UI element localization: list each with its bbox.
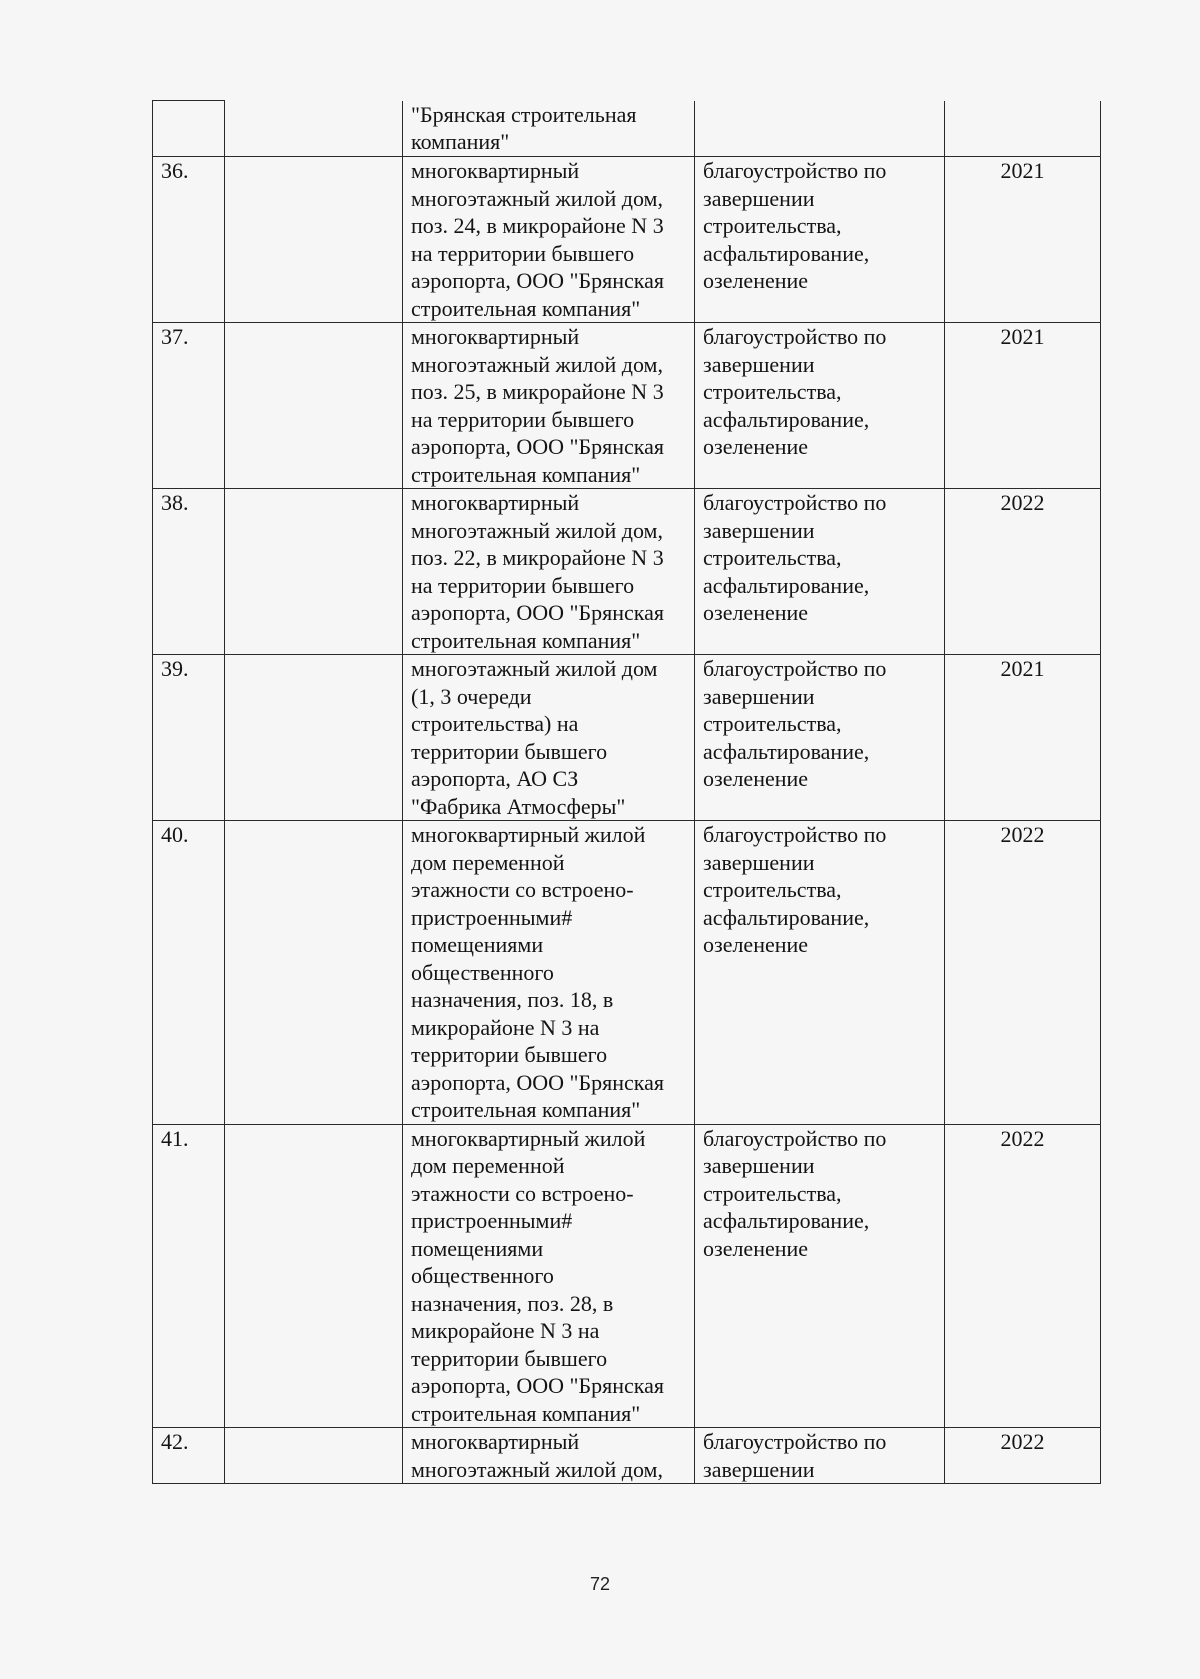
object-description-cell: многоэтажный жилой дом (1, 3 очереди строительства) на территории бывшего аэропорта, АО СЗ "Фабрика Атмосферы" <box>403 655 695 821</box>
row-empty-cell <box>225 101 403 157</box>
object-description-cell: многоквартирный многоэтажный жилой дом, поз. 24, в микрорайоне N 3 на территории бывшего аэропорта, ООО "Брянская строительная компания" <box>403 157 695 323</box>
object-description-cell: многоквартирный многоэтажный жилой дом, поз. 25, в микрорайоне N 3 на территории бывшего аэропорта, ООО "Брянская строительная компания" <box>403 323 695 489</box>
work-description-cell: благоустройство по завершении строительства, асфальтирование, озеленение <box>695 1124 945 1428</box>
work-description-cell: благоустройство по завершении строительства, асфальтирование, озеленение <box>695 489 945 655</box>
row-empty-cell <box>225 1124 403 1428</box>
work-description-cell <box>695 101 945 157</box>
table-body <box>153 101 1101 1484</box>
table-row <box>153 101 1101 157</box>
table-row <box>153 1124 1101 1428</box>
work-description-cell: благоустройство по завершении строительства, асфальтирование, озеленение <box>695 323 945 489</box>
year-cell: 2022 <box>945 1428 1101 1484</box>
row-empty-cell <box>225 323 403 489</box>
row-empty-cell <box>225 655 403 821</box>
row-number-cell: 40. <box>153 821 225 1125</box>
row-number-cell: 39. <box>153 655 225 821</box>
year-cell: 2022 <box>945 489 1101 655</box>
year-cell: 2022 <box>945 1124 1101 1428</box>
table-row <box>153 489 1101 655</box>
work-description-cell: благоустройство по завершении строительства, асфальтирование, озеленение <box>695 157 945 323</box>
row-number-cell: 36. <box>153 157 225 323</box>
object-description-cell: многоквартирный многоэтажный жилой дом, <box>403 1428 695 1484</box>
object-description-cell: "Брянская строительная компания" <box>403 101 695 157</box>
year-cell: 2021 <box>945 655 1101 821</box>
year-cell: 2021 <box>945 157 1101 323</box>
row-number-cell: 41. <box>153 1124 225 1428</box>
row-number-cell: 42. <box>153 1428 225 1484</box>
object-description-cell: многоквартирный жилой дом переменной этажности со встроено- пристроенными# помещениями общественного назначения, поз. 28, в микрорайоне N 3 на территории бывшего аэропорта, ООО "Брянская строительная компания" <box>403 1124 695 1428</box>
year-cell: 2021 <box>945 323 1101 489</box>
row-number-cell: 38. <box>153 489 225 655</box>
row-empty-cell <box>225 1428 403 1484</box>
object-description-cell: многоквартирный жилой дом переменной этажности со встроено- пристроенными# помещениями общественного назначения, поз. 18, в микрорайоне N 3 на территории бывшего аэропорта, ООО "Брянская строительная компания" <box>403 821 695 1125</box>
table-row <box>153 157 1101 323</box>
row-number-cell <box>153 101 225 157</box>
page-number: 72 <box>589 1574 611 1594</box>
work-description-cell: благоустройство по завершении <box>695 1428 945 1484</box>
objects-table <box>152 100 1101 1484</box>
table-row <box>153 821 1101 1125</box>
year-cell: 2022 <box>945 821 1101 1125</box>
work-description-cell: благоустройство по завершении строительства, асфальтирование, озеленение <box>695 655 945 821</box>
table-row <box>153 323 1101 489</box>
row-number-cell: 37. <box>153 323 225 489</box>
work-description-cell: благоустройство по завершении строительства, асфальтирование, озеленение <box>695 821 945 1125</box>
year-cell <box>945 101 1101 157</box>
object-description-cell: многоквартирный многоэтажный жилой дом, поз. 22, в микрорайоне N 3 на территории бывшего аэропорта, ООО "Брянская строительная компания" <box>403 489 695 655</box>
table-row <box>153 655 1101 821</box>
row-empty-cell <box>225 821 403 1125</box>
row-empty-cell <box>225 157 403 323</box>
row-empty-cell <box>225 489 403 655</box>
table-row <box>153 1428 1101 1484</box>
